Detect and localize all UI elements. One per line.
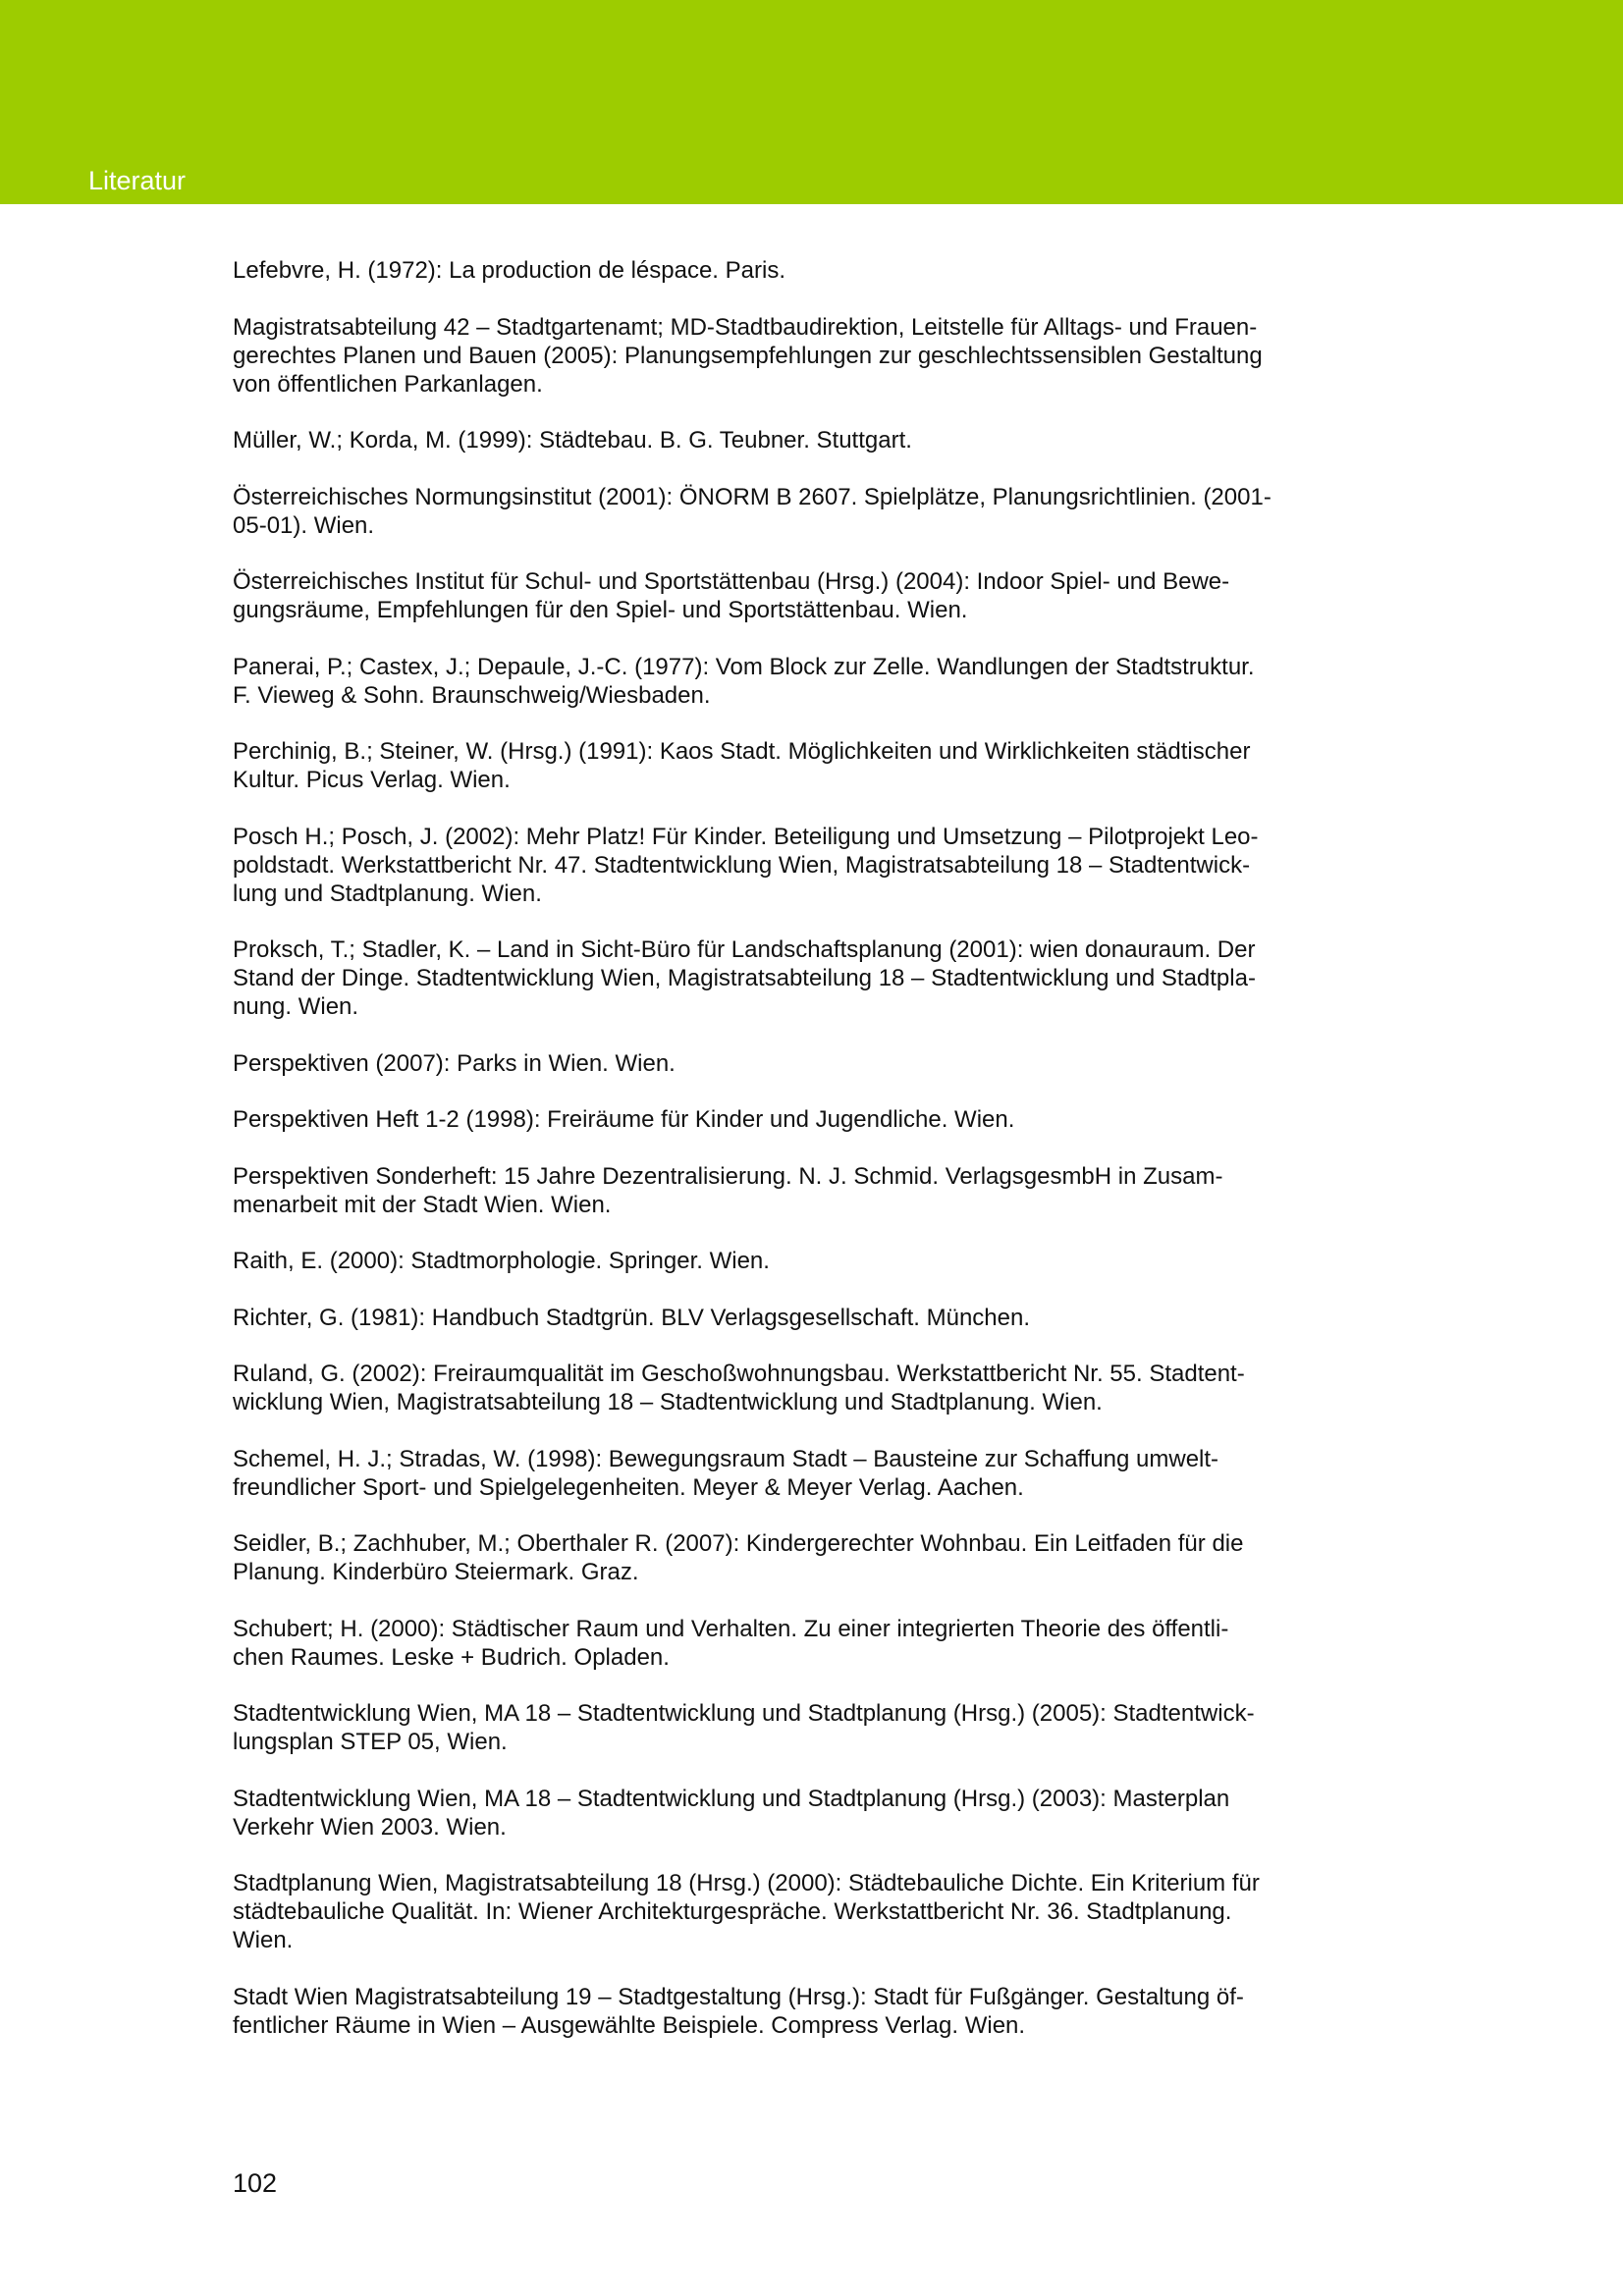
reference-line: Österreichisches Normungsinstitut (2001): ÖNORM B 2607. Spielplätze, Planungsrichtlinien. (2001-	[233, 483, 1271, 510]
reference-entry	[233, 653, 1332, 710]
reference-list	[233, 256, 1332, 2067]
reference-line: Stadtentwicklung Wien, MA 18 – Stadtentwicklung und Stadtplanung (Hrsg.) (2003): Masterplan	[233, 1785, 1230, 1812]
reference-entry	[233, 1360, 1332, 1416]
reference-line: Schemel, H. J.; Stradas, W. (1998): Bewegungsraum Stadt – Bausteine zur Schaffung umwelt-	[233, 1445, 1219, 1472]
reference-entry	[233, 426, 1332, 454]
reference-line: Schubert; H. (2000): Städtischer Raum und Verhalten. Zu einer integrierten Theorie des öffentli-	[233, 1615, 1229, 1642]
reference-line: Stadt Wien Magistratsabteilung 19 – Stadtgestaltung (Hrsg.): Stadt für Fußgänger. Gestaltung öf-	[233, 1983, 1244, 2010]
reference-line: Stadtplanung Wien, Magistratsabteilung 18 (Hrsg.) (2000): Städtebauliche Dichte. Ein Kriterium für	[233, 1870, 1260, 1896]
reference-entry	[233, 256, 1332, 285]
reference-line: Seidler, B.; Zachhuber, M.; Oberthaler R. (2007): Kindergerechter Wohnbau. Ein Leitfaden für die	[233, 1530, 1244, 1557]
reference-line: menarbeit mit der Stadt Wien. Wien.	[233, 1191, 612, 1218]
reference-entry	[233, 313, 1332, 399]
reference-line: Stand der Dinge. Stadtentwicklung Wien, Magistratsabteilung 18 – Stadtentwicklung und Stadtpla-	[233, 965, 1256, 991]
reference-line: gungsräume, Empfehlungen für den Spiel- und Sportstättenbau. Wien.	[233, 597, 968, 623]
reference-line: Ruland, G. (2002): Freiraumqualität im Geschoßwohnungsbau. Werkstattbericht Nr. 55. Stadtent-	[233, 1361, 1245, 1387]
reference-entry	[233, 935, 1332, 1021]
reference-line: Perspektiven (2007): Parks in Wien. Wien.	[233, 1049, 676, 1077]
reference-entry	[233, 1699, 1332, 1756]
reference-entry	[233, 1049, 1332, 1078]
reference-line: Perchinig, B.; Steiner, W. (Hrsg.) (1991): Kaos Stadt. Möglichkeiten und Wirklichkeiten städtischer	[233, 738, 1251, 765]
reference-entry	[233, 1304, 1332, 1332]
reference-line: chen Raumes. Leske + Budrich. Opladen.	[233, 1643, 670, 1671]
reference-line: Richter, G. (1981): Handbuch Stadtgrün. BLV Verlagsgesellschaft. München.	[233, 1304, 1031, 1331]
reference-line: von öffentlichen Parkanlagen.	[233, 370, 543, 398]
reference-line: Perspektiven Heft 1-2 (1998): Freiräume für Kinder und Jugendliche. Wien.	[233, 1106, 1015, 1133]
reference-line: Proksch, T.; Stadler, K. – Land in Sicht-Büro für Landschaftsplanung (2001): wien donauraum. Der	[233, 936, 1256, 963]
reference-entry	[233, 1615, 1332, 1672]
reference-line: 05-01). Wien.	[233, 511, 375, 539]
reference-entry	[233, 1785, 1332, 1842]
reference-line: gerechtes Planen und Bauen (2005): Planungsempfehlungen zur geschlechtssensiblen Gestaltung	[233, 342, 1263, 369]
reference-line: Planung. Kinderbüro Steiermark. Graz.	[233, 1559, 639, 1585]
reference-line: Müller, W.; Korda, M. (1999): Städtebau. B. G. Teubner. Stuttgart.	[233, 427, 912, 454]
reference-entry	[233, 1105, 1332, 1134]
section-title: Literatur	[88, 166, 187, 195]
reference-line: Panerai, P.; Castex, J.; Depaule, J.-C. (1977): Vom Block zur Zelle. Wandlungen der Stadtstruktur.	[233, 653, 1255, 680]
reference-entry	[233, 1247, 1332, 1275]
reference-entry	[233, 737, 1332, 794]
reference-line: Österreichisches Institut für Schul- und Sportstättenbau (Hrsg.) (2004): Indoor Spiel- und Bewe-	[233, 568, 1230, 595]
reference-entry	[233, 823, 1332, 908]
reference-entry	[233, 483, 1332, 540]
reference-line: wicklung Wien, Magistratsabteilung 18 – Stadtentwicklung und Stadtplanung. Wien.	[233, 1389, 1103, 1415]
reference-line: F. Vieweg & Sohn. Braunschweig/Wiesbaden.	[233, 681, 711, 709]
reference-line: nung. Wien.	[233, 993, 359, 1020]
reference-entry	[233, 1162, 1332, 1219]
page-number: 102	[233, 2168, 278, 2198]
reference-entry	[233, 567, 1332, 624]
reference-entry	[233, 1983, 1332, 2040]
reference-line: Verkehr Wien 2003. Wien.	[233, 1813, 507, 1841]
reference-line: Lefebvre, H. (1972): La production de léspace. Paris.	[233, 257, 785, 284]
reference-line: Posch H.; Posch, J. (2002): Mehr Platz! Für Kinder. Beteiligung und Umsetzung – Pilotprojekt Leo-	[233, 823, 1259, 850]
reference-line: Kultur. Picus Verlag. Wien.	[233, 767, 511, 793]
reference-line: Stadtentwicklung Wien, MA 18 – Stadtentwicklung und Stadtplanung (Hrsg.) (2005): Stadtentwick-	[233, 1700, 1255, 1727]
reference-line: Magistratsabteilung 42 – Stadtgartenamt; MD-Stadtbaudirektion, Leitstelle für Alltags- und Frauen-	[233, 313, 1258, 341]
reference-line: Raith, E. (2000): Stadtmorphologie. Springer. Wien.	[233, 1248, 770, 1274]
reference-line: freundlicher Sport- und Spielgelegenheiten. Meyer & Meyer Verlag. Aachen.	[233, 1473, 1024, 1501]
reference-line: städtebauliche Qualität. In: Wiener Architekturgespräche. Werkstattbericht Nr. 36. Stadtplanung.	[233, 1898, 1232, 1925]
reference-line: poldstadt. Werkstattbericht Nr. 47. Stadtentwicklung Wien, Magistratsabteilung 18 – Stadtentwick-	[233, 851, 1251, 879]
reference-entry	[233, 1529, 1332, 1586]
reference-entry	[233, 1445, 1332, 1502]
reference-line: fentlicher Räume in Wien – Ausgewählte Beispiele. Compress Verlag. Wien.	[233, 2011, 1026, 2039]
reference-line: lungsplan STEP 05, Wien.	[233, 1729, 508, 1755]
reference-line: lung und Stadtplanung. Wien.	[233, 880, 542, 907]
reference-entry	[233, 1869, 1332, 1954]
reference-line: Wien.	[233, 1927, 294, 1953]
reference-line: Perspektiven Sonderheft: 15 Jahre Dezentralisierung. N. J. Schmid. VerlagsgesmbH in Zusam-	[233, 1162, 1223, 1190]
header-band	[0, 0, 1623, 204]
